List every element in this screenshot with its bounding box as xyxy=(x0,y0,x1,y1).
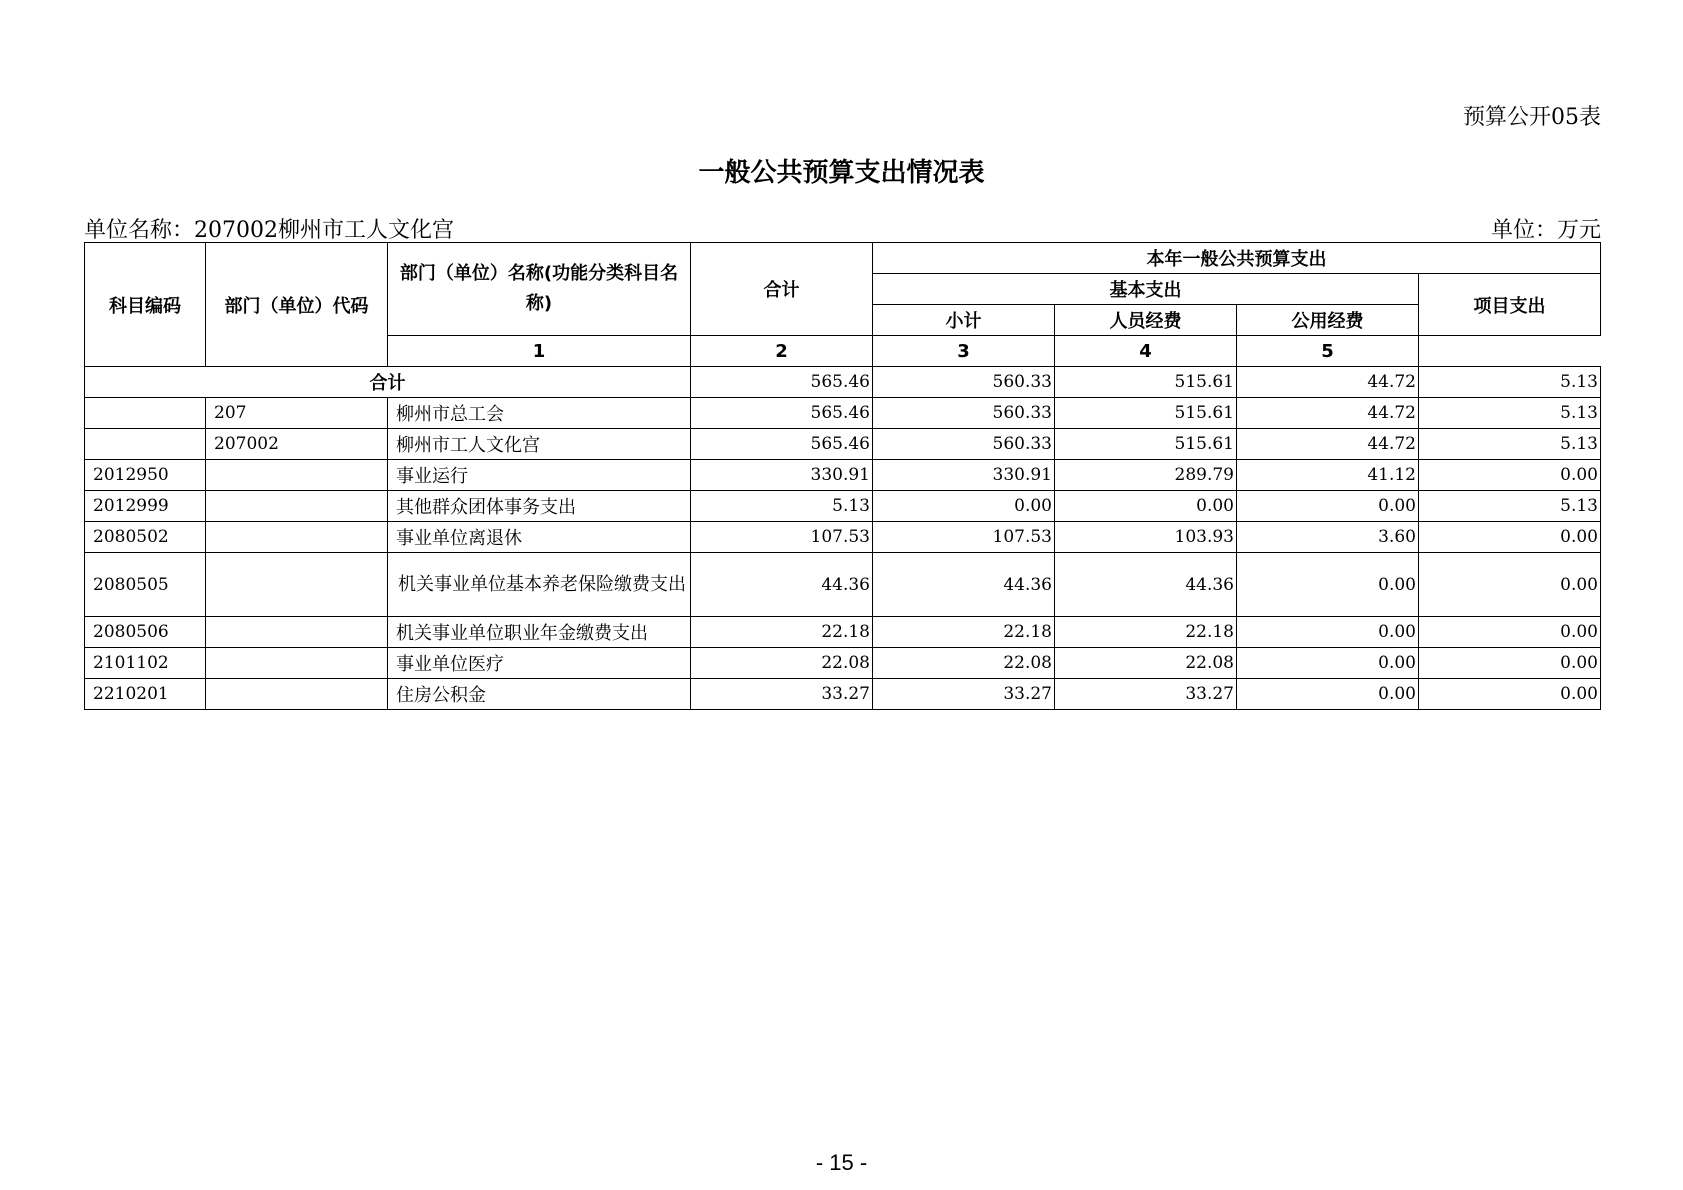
table-row xyxy=(85,553,1601,617)
name-cell: 机关事业单位基本养老保险缴费支出 xyxy=(388,553,691,617)
value-cell: 0.00 xyxy=(1419,522,1601,553)
subject-code-cell: 2210201 xyxy=(85,679,206,710)
dept-code-cell xyxy=(206,553,388,617)
subject-code-cell xyxy=(85,398,206,429)
value-cell: 44.36 xyxy=(691,553,873,617)
value-cell: 0.00 xyxy=(1237,617,1419,648)
value-cell: 44.72 xyxy=(1237,429,1419,460)
name-cell: 事业运行 xyxy=(388,460,691,491)
dept-code-cell xyxy=(206,648,388,679)
name-cell: 柳州市工人文化宫 xyxy=(388,429,691,460)
page-title: 一般公共预算支出情况表 xyxy=(698,158,985,188)
total-cell: 515.61 xyxy=(1055,367,1237,398)
dept-code-cell: 207002 xyxy=(206,429,388,460)
value-cell: 22.18 xyxy=(873,617,1055,648)
value-cell: 33.27 xyxy=(1055,679,1237,710)
subject-code-cell: 2012950 xyxy=(85,460,206,491)
dept-code-cell xyxy=(206,617,388,648)
value-cell: 22.08 xyxy=(691,648,873,679)
total-row-label: 合计 xyxy=(85,367,691,398)
table-number-label: 预算公开05表 xyxy=(1463,105,1601,130)
table-row xyxy=(85,460,1601,491)
value-cell: 22.18 xyxy=(1055,617,1237,648)
total-cell: 565.46 xyxy=(691,367,873,398)
value-cell: 103.93 xyxy=(1055,522,1237,553)
name-cell: 事业单位离退休 xyxy=(388,522,691,553)
header-col-number: 1 xyxy=(388,336,691,367)
header-col-number: 3 xyxy=(873,336,1055,367)
currency-unit: 单位：万元 xyxy=(1490,218,1601,243)
value-cell: 0.00 xyxy=(1419,679,1601,710)
name-cell: 事业单位医疗 xyxy=(388,648,691,679)
subject-code-cell: 2080505 xyxy=(85,553,206,617)
header-col-number: 4 xyxy=(1055,336,1237,367)
header-col-number: 2 xyxy=(691,336,873,367)
value-cell: 107.53 xyxy=(691,522,873,553)
table-row xyxy=(85,617,1601,648)
unit-info-row xyxy=(84,213,1601,244)
header-dept-name: 部门（单位）名称(功能分类科目名称) xyxy=(388,243,691,336)
value-cell: 5.13 xyxy=(691,491,873,522)
table-row xyxy=(85,522,1601,553)
header-personnel: 人员经费 xyxy=(1055,305,1237,336)
name-cell: 其他群众团体事务支出 xyxy=(388,491,691,522)
value-cell: 565.46 xyxy=(691,429,873,460)
table-row xyxy=(85,491,1601,522)
value-cell: 515.61 xyxy=(1055,429,1237,460)
value-cell: 0.00 xyxy=(1419,460,1601,491)
unit-name: 单位名称：207002柳州市工人文化宫 xyxy=(84,218,454,243)
value-cell: 22.08 xyxy=(873,648,1055,679)
subject-code-cell: 2080506 xyxy=(85,617,206,648)
value-cell: 44.72 xyxy=(1237,398,1419,429)
value-cell: 22.18 xyxy=(691,617,873,648)
header-public: 公用经费 xyxy=(1237,305,1419,336)
name-cell: 机关事业单位职业年金缴费支出 xyxy=(388,617,691,648)
value-cell: 289.79 xyxy=(1055,460,1237,491)
subject-code-cell: 2080502 xyxy=(85,522,206,553)
value-cell: 0.00 xyxy=(1237,491,1419,522)
header-subject-code: 科目编码 xyxy=(85,243,206,367)
value-cell: 560.33 xyxy=(873,398,1055,429)
value-cell: 560.33 xyxy=(873,429,1055,460)
value-cell: 33.27 xyxy=(873,679,1055,710)
table-row xyxy=(85,679,1601,710)
total-cell: 560.33 xyxy=(873,367,1055,398)
value-cell: 0.00 xyxy=(1055,491,1237,522)
table-row xyxy=(85,429,1601,460)
value-cell: 5.13 xyxy=(1419,398,1601,429)
header-project: 项目支出 xyxy=(1419,274,1601,336)
value-cell: 22.08 xyxy=(1055,648,1237,679)
value-cell: 44.36 xyxy=(1055,553,1237,617)
dept-code-cell xyxy=(206,460,388,491)
value-cell: 44.36 xyxy=(873,553,1055,617)
header-dept-code: 部门（单位）代码 xyxy=(206,243,388,367)
header-basic: 基本支出 xyxy=(873,274,1419,305)
value-cell: 0.00 xyxy=(1419,648,1601,679)
table-row xyxy=(85,648,1601,679)
dept-code-cell xyxy=(206,491,388,522)
value-cell: 5.13 xyxy=(1419,429,1601,460)
header-total: 合计 xyxy=(691,243,873,336)
value-cell: 0.00 xyxy=(873,491,1055,522)
name-cell: 柳州市总工会 xyxy=(388,398,691,429)
value-cell: 33.27 xyxy=(691,679,873,710)
budget-table xyxy=(84,242,1601,710)
dept-code-cell xyxy=(206,679,388,710)
header-subtotal: 小计 xyxy=(873,305,1055,336)
value-cell: 3.60 xyxy=(1237,522,1419,553)
name-cell: 住房公积金 xyxy=(388,679,691,710)
value-cell: 0.00 xyxy=(1237,679,1419,710)
page-number: - 15 - xyxy=(815,1150,868,1175)
subject-code-cell: 2012999 xyxy=(85,491,206,522)
subject-code-cell: 2101102 xyxy=(85,648,206,679)
value-cell: 565.46 xyxy=(691,398,873,429)
dept-code-cell xyxy=(206,522,388,553)
value-cell: 107.53 xyxy=(873,522,1055,553)
value-cell: 515.61 xyxy=(1055,398,1237,429)
value-cell: 0.00 xyxy=(1419,617,1601,648)
table-row xyxy=(85,398,1601,429)
value-cell: 0.00 xyxy=(1237,648,1419,679)
header-current-year: 本年一般公共预算支出 xyxy=(873,243,1601,274)
subject-code-cell xyxy=(85,429,206,460)
value-cell: 5.13 xyxy=(1419,491,1601,522)
value-cell: 330.91 xyxy=(873,460,1055,491)
value-cell: 41.12 xyxy=(1237,460,1419,491)
total-cell: 5.13 xyxy=(1419,367,1601,398)
header-col-number: 5 xyxy=(1237,336,1419,367)
dept-code-cell: 207 xyxy=(206,398,388,429)
value-cell: 0.00 xyxy=(1419,553,1601,617)
value-cell: 0.00 xyxy=(1237,553,1419,617)
total-row xyxy=(85,367,1601,398)
total-cell: 44.72 xyxy=(1237,367,1419,398)
value-cell: 330.91 xyxy=(691,460,873,491)
